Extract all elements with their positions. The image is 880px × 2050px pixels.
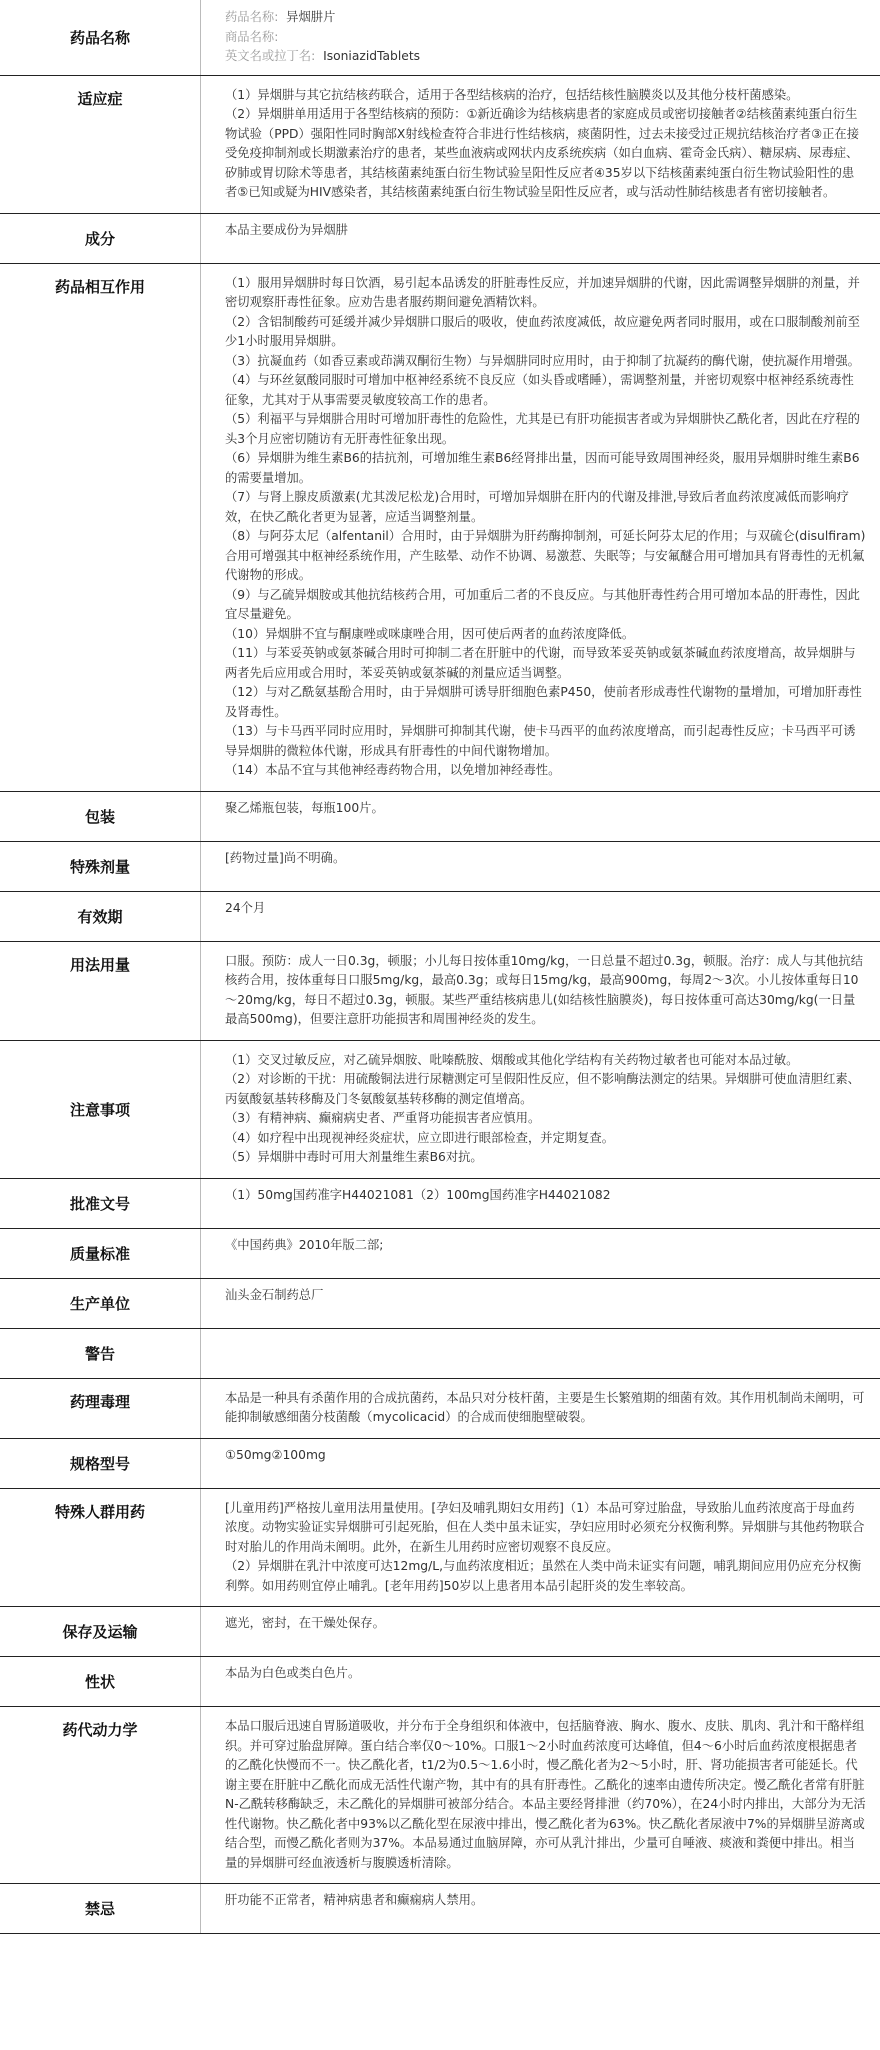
interactions-paragraph: （14）本品不宜与其他神经毒药物合用，以免增加神经毒性。 bbox=[225, 763, 561, 777]
english-name-value: IsoniazidTablets bbox=[323, 49, 421, 63]
interactions-paragraph: （3）抗凝血药（如香豆素或茚满双酮衍生物）与异烟肼同时应用时，由于抑制了抗凝药的酶代谢，使抗凝作用增强。 bbox=[225, 353, 860, 368]
label-packaging: 包装 bbox=[0, 791, 201, 841]
interactions-paragraph: （7）与肾上腺皮质激素(尤其泼尼松龙)合用时，可增加异烟肼在肝内的代谢及排泄,导致后者血药浓度减低而影响疗效，在快乙酰化者更为显著，应适当调整剂量。 bbox=[225, 490, 849, 524]
row-special-populations bbox=[0, 1488, 880, 1607]
precautions-paragraph: （2）对诊断的干扰：用硫酸铜法进行尿糖测定可呈假阳性反应，但不影响酶法测定的结果。异烟肼可使血清胆红素、丙氨酸氨基转移酶及门冬氨酸氨基转移酶的测定值增高。 bbox=[225, 1072, 860, 1106]
interactions-paragraph: （11）与苯妥英钠或氨茶碱合用时可抑制二者在肝脏中的代谢，而导致苯妥英钠或氨茶碱血药浓度增高，故异烟肼与两者先后应用或合用时，苯妥英钠或氨茶碱的剂量应适当调整。 bbox=[225, 646, 856, 680]
value-manufacturer: 汕头金石制药总厂 bbox=[201, 1278, 880, 1328]
precautions-paragraph: （3）有精神病、癫痫病史者、严重肾功能损害者应慎用。 bbox=[225, 1111, 541, 1125]
value-pharmacokinetics: 本品口服后迅速自胃肠道吸收，并分布于全身组织和体液中，包括脑脊液、胸水、腹水、皮肤、肌肉、乳汁和干酪样组织。并可穿过胎盘屏障。蛋白结合率仅0～10%。口服1～2小时血药浓度可达峰值，但4～6小时后血药浓度根据患者的乙酰化快慢而不一。快乙酰化者，t1/2为0.5～1.6小时，慢乙酰化者为2～5小时，肝、肾功能损害者可能延长。代谢主要在肝脏中乙酰化而成无活性代谢产物，其中有的具有肝毒性。乙酰化的速率由遗传所决定。慢乙酰化者常有肝脏N-乙酰转移酶缺乏，未乙酰化的异烟肼可被部分结合。本品主要经肾排泄（约70%），在24小时内排出，大部分为无活性代谢物。快乙酰化者中93%以乙酰化型在尿液中排出，慢乙酰化者为63%。快乙酰化者尿液中7%的异烟肼呈游离或结合型，而慢乙酰化者则为37%。本品易通过血脑屏障，亦可从乳汁排出，少量可自唾液、痰液和粪便中排出。相当量的异烟肼可经血液透析与腹膜透析清除。 bbox=[201, 1707, 880, 1884]
label-overdose: 特殊剂量 bbox=[0, 841, 201, 891]
label-contraindications: 禁忌 bbox=[0, 1884, 201, 1934]
value-approval: （1）50mg国药准字H44021081（2）100mg国药准字H44021082 bbox=[201, 1178, 880, 1228]
label-warning: 警告 bbox=[0, 1328, 201, 1378]
label-precautions: 注意事项 bbox=[0, 1040, 201, 1178]
precautions-paragraph: （5）异烟肼中毒时可用大剂量维生素B6对抗。 bbox=[225, 1150, 483, 1164]
label-standard: 质量标准 bbox=[0, 1228, 201, 1278]
value-storage: 遮光，密封，在干燥处保存。 bbox=[201, 1607, 880, 1657]
label-dosage: 用法用量 bbox=[0, 941, 201, 1040]
trade-name-prefix: 商品名称: bbox=[225, 29, 279, 44]
label-appearance: 性状 bbox=[0, 1657, 201, 1707]
label-pharmacokinetics: 药代动力学 bbox=[0, 1707, 201, 1884]
value-pharmacology: 本品是一种具有杀菌作用的合成抗菌药，本品只对分枝杆菌，主要是生长繁殖期的细菌有效。其作用机制尚未阐明，可能抑制敏感细菌分枝菌酸（mycolicacid）的合成而使细胞壁破裂。 bbox=[201, 1378, 880, 1438]
row-validity bbox=[0, 891, 880, 941]
label-special-populations: 特殊人群用药 bbox=[0, 1488, 201, 1607]
value-standard: 《中国药典》2010年版二部; bbox=[201, 1228, 880, 1278]
row-storage bbox=[0, 1607, 880, 1657]
interactions-paragraph: （8）与阿芬太尼（alfentanil）合用时，由于异烟肼为肝药酶抑制剂，可延长阿芬太尼的作用；与双硫仑(disulfiram)合用可增强其中枢神经系统作用，产生眩晕、动作不协调、易激惹、失眠等；与安氟醚合用可增加具有肾毒性的无机氟代谢物的形成。 bbox=[225, 529, 866, 582]
row-pharmacology bbox=[0, 1378, 880, 1438]
indications-paragraph: （1）异烟肼与其它抗结核药联合，适用于各型结核病的治疗，包括结核性脑膜炎以及其他分枝杆菌感染。 bbox=[225, 87, 799, 102]
row-contraindications bbox=[0, 1884, 880, 1934]
label-pharmacology: 药理毒理 bbox=[0, 1378, 201, 1438]
interactions-paragraph: （6）异烟肼为维生素B6的拮抗剂，可增加维生素B6经肾排出量，因而可能导致周围神经炎，服用异烟肼时维生素B6的需要量增加。 bbox=[225, 451, 860, 485]
interactions-paragraph: （5）利福平与异烟肼合用时可增加肝毒性的危险性，尤其是已有肝功能损害者或为异烟肼快乙酰化者，因此在疗程的头3个月应密切随访有无肝毒性征象出现。 bbox=[225, 412, 860, 446]
value-overdose: [药物过量]尚不明确。 bbox=[201, 841, 880, 891]
label-interactions: 药品相互作用 bbox=[0, 263, 201, 791]
row-ingredients bbox=[0, 213, 880, 263]
interactions-paragraph: （9）与乙硫异烟胺或其他抗结核药合用，可加重后二者的不良反应。与其他肝毒性药合用可增加本品的肝毒性，因此宜尽量避免。 bbox=[225, 587, 860, 621]
value-interactions bbox=[201, 263, 880, 791]
row-precautions bbox=[0, 1040, 880, 1178]
interactions-paragraph: （13）与卡马西平同时应用时，异烟肼可抑制其代谢，使卡马西平的血药浓度增高，而引起毒性反应；卡马西平可诱导异烟肼的微粒体代谢，形成具有肝毒性的中间代谢物增加。 bbox=[225, 724, 856, 758]
value-indications bbox=[201, 75, 880, 213]
label-validity: 有效期 bbox=[0, 891, 201, 941]
value-dosage: 口服。预防：成人一日0.3g，顿服；小儿每日按体重10mg/kg，一日总量不超过0.3g，顿服。治疗：成人与其他抗结核药合用，按体重每日口服5mg/kg，最高0.3g；或每日15mg/kg，最高900mg，每周2～3次。小儿按体重每日10～20mg/kg，每日不超过0.3g，顿服。某些严重结核病患儿(如结核性脑膜炎)，每日按体重可高达30mg/kg(一日量最高500mg)，但要注意肝功能损害和周围神经炎的发生。 bbox=[201, 941, 880, 1040]
indications-paragraph: （2）异烟肼单用适用于各型结核病的预防：①新近确诊为结核病患者的家庭成员或密切接触者②结核菌素纯蛋白衍生物试验（PPD）强阳性同时胸部X射线检查符合非进行性结核病，痰菌阴性，过去未接受过正规抗结核治疗者③正在接受免疫抑制剂或长期激素治疗的患者，某些血液病或网状内皮系统疾病（如白血病、霍奇金氏病）、糖尿病、尿毒症、矽肺或胃切除术等患者，其结核菌素纯蛋白衍生物试验呈阳性反应者④35岁以下结核菌素纯蛋白衍生物试验阳性的患者⑤已知或疑为HIV感染者，其结核菌素纯蛋白衍生物试验呈阳性反应者，或与活动性肺结核患者有密切接触者。 bbox=[225, 107, 859, 199]
precautions-paragraph: （1）交叉过敏反应，对乙硫异烟胺、吡嗪酰胺、烟酸或其他化学结构有关药物过敏者也可能对本品过敏。 bbox=[225, 1052, 799, 1067]
generic-name-value: 异烟肼片 bbox=[286, 10, 336, 24]
interactions-paragraph: （2）含铝制酸药可延缓并减少异烟肼口服后的吸收，使血药浓度减低，故应避免两者同时服用，或在口服制酸剂前至少1小时服用异烟肼。 bbox=[225, 314, 860, 348]
label-storage: 保存及运输 bbox=[0, 1607, 201, 1657]
row-overdose bbox=[0, 841, 880, 891]
label-manufacturer: 生产单位 bbox=[0, 1278, 201, 1328]
value-precautions bbox=[201, 1040, 880, 1178]
interactions-paragraph: （1）服用异烟肼时每日饮酒，易引起本品诱发的肝脏毒性反应，并加速异烟肼的代谢，因此需调整异烟肼的剂量，并密切观察肝毒性征象。应劝告患者服药期间避免酒精饮料。 bbox=[225, 275, 860, 309]
special-populations-paragraph: [儿童用药]严格按儿童用法用量使用。[孕妇及哺乳期妇女用药]（1）本品可穿过胎盘，导致胎儿血药浓度高于母血药浓度。动物实验证实异烟肼可引起死胎，但在人类中虽未证实，孕妇应用时必须充分权衡利弊。异烟肼与其他药物联合时对胎儿的作用尚未阐明。此外，在新生儿用药时应密切观察不良反应。 bbox=[225, 1500, 865, 1554]
value-specs: ①50mg②100mg bbox=[201, 1438, 880, 1488]
row-standard bbox=[0, 1228, 880, 1278]
generic-name-prefix: 药品名称: bbox=[225, 10, 279, 24]
row-approval bbox=[0, 1178, 880, 1228]
value-ingredients: 本品主要成份为异烟肼 bbox=[201, 213, 880, 263]
label-ingredients: 成分 bbox=[0, 213, 201, 263]
row-manufacturer bbox=[0, 1278, 880, 1328]
precautions-paragraph: （4）如疗程中出现视神经炎症状，应立即进行眼部检查，并定期复查。 bbox=[225, 1130, 615, 1145]
row-appearance bbox=[0, 1657, 880, 1707]
row-interactions bbox=[0, 263, 880, 791]
label-approval: 批准文号 bbox=[0, 1178, 201, 1228]
label-drug-name: 药品名称 bbox=[0, 0, 201, 75]
interactions-paragraph: （12）与对乙酰氨基酚合用时，由于异烟肼可诱导肝细胞色素P450，使前者形成毒性代谢物的量增加，可增加肝毒性及肾毒性。 bbox=[225, 685, 862, 719]
value-contraindications: 肝功能不正常者，精神病患者和癫痫病人禁用。 bbox=[201, 1884, 880, 1934]
row-packaging bbox=[0, 791, 880, 841]
value-validity: 24个月 bbox=[201, 891, 880, 941]
value-warning bbox=[201, 1328, 880, 1378]
row-pharmacokinetics bbox=[0, 1707, 880, 1884]
value-packaging: 聚乙烯瓶包装，每瓶100片。 bbox=[201, 791, 880, 841]
value-special-populations bbox=[201, 1488, 880, 1607]
row-specs bbox=[0, 1438, 880, 1488]
interactions-paragraph: （10）异烟肼不宜与酮康唑或咪康唑合用，因可使后两者的血药浓度降低。 bbox=[225, 626, 635, 641]
row-indications bbox=[0, 75, 880, 213]
row-drug-name bbox=[0, 0, 880, 75]
special-populations-paragraph: （2）异烟肼在乳汁中浓度可达12mg/L,与血药浓度相近；虽然在人类中尚未证实有问题，哺乳期间应用仍应充分权衡利弊。如用药则宜停止哺乳。[老年用药]50岁以上患者用本品引起肝炎的发生率较高。 bbox=[225, 1559, 862, 1593]
value-appearance: 本品为白色或类白色片。 bbox=[201, 1657, 880, 1707]
label-indications: 适应症 bbox=[0, 75, 201, 213]
interactions-paragraph: （4）与环丝氨酸同服时可增加中枢神经系统不良反应（如头昏或嗜睡），需调整剂量，并密切观察中枢神经系统毒性征象，尤其对于从事需要灵敏度较高工作的患者。 bbox=[225, 373, 854, 407]
english-name-prefix: 英文名或拉丁名: bbox=[225, 49, 316, 63]
row-warning bbox=[0, 1328, 880, 1378]
label-specs: 规格型号 bbox=[0, 1438, 201, 1488]
row-dosage bbox=[0, 941, 880, 1040]
value-drug-name bbox=[201, 0, 880, 75]
